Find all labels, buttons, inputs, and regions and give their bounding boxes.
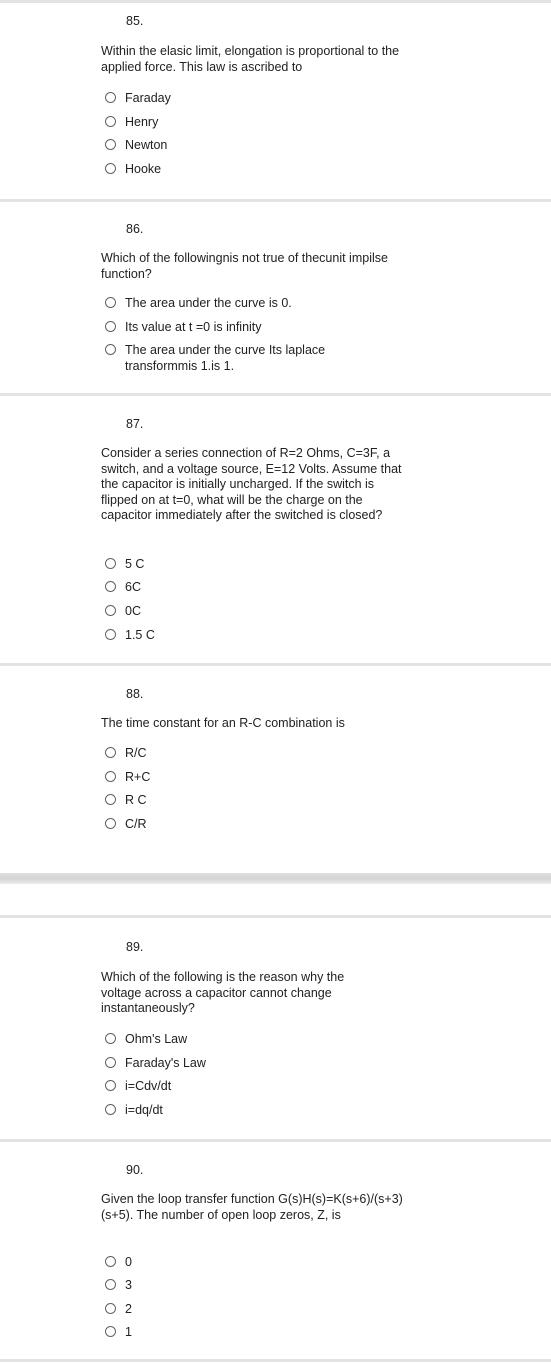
option-label: Henry [125,115,159,129]
radio-button[interactable] [105,558,116,569]
option-3[interactable] [105,1278,525,1294]
radio-button[interactable] [105,116,116,127]
question-number: 86. [126,222,144,236]
question-number: 87. [126,417,144,431]
question-number: 89. [126,940,144,954]
option-label: 0 [125,1255,132,1269]
option-faradays-law[interactable] [105,1056,525,1072]
option-i-cdv-dt[interactable] [105,1079,525,1095]
option-1-5c[interactable] [105,628,525,644]
option-label: 0C [125,604,141,618]
radio-button[interactable] [105,1256,116,1267]
option-henry[interactable] [105,115,525,131]
option-ohms-law[interactable] [105,1032,525,1048]
option-newton[interactable] [105,138,525,154]
option-label: Newton [125,138,168,152]
option-c-over-r[interactable] [105,817,525,833]
option-label: The area under the curve is 0. [125,296,292,310]
question-text: Which of the followingnis not true of thecunit impilse function? [101,251,388,281]
radio-button[interactable] [105,1279,116,1290]
option-1[interactable] [105,1325,525,1341]
card-divider [0,663,551,666]
card-divider [0,199,551,202]
option-label: R C [125,793,147,807]
radio-button[interactable] [105,581,116,592]
option-label: i=Cdv/dt [125,1079,172,1093]
radio-button[interactable] [105,92,116,103]
radio-button[interactable] [105,297,116,308]
option-hooke[interactable] [105,162,525,178]
radio-button[interactable] [105,139,116,150]
option-label: Faraday [125,91,171,105]
option-label: Hooke [125,162,162,176]
option-0[interactable] [105,1255,525,1271]
radio-button[interactable] [105,794,116,805]
option-value-infinity[interactable] [105,320,525,336]
radio-button[interactable] [105,1033,116,1044]
card-divider [0,915,551,918]
option-laplace[interactable] [105,343,525,375]
radio-button[interactable] [105,1057,116,1068]
radio-button[interactable] [105,747,116,758]
option-label: 6C [125,580,141,594]
option-r-plus-c[interactable] [105,770,525,786]
option-label: The area under the curve Its laplace transformmis 1.is 1. [125,343,326,373]
option-label: 1 [125,1325,132,1339]
option-label: 1.5 C [125,628,155,642]
option-i-dq-dt[interactable] [105,1103,525,1119]
option-label: Faraday's Law [125,1056,206,1070]
card-divider [0,0,551,3]
question-number: 90. [126,1163,144,1177]
radio-button[interactable] [105,321,116,332]
option-label: Ohm's Law [125,1032,188,1046]
option-0c[interactable] [105,604,525,620]
radio-button[interactable] [105,1326,116,1337]
question-number: 85. [126,14,144,28]
radio-button[interactable] [105,1080,116,1091]
option-label: C/R [125,817,147,831]
option-label: Its value at t =0 is infinity [125,320,262,334]
option-6c[interactable] [105,580,525,596]
option-5c[interactable] [105,557,525,573]
option-label: i=dq/dt [125,1103,163,1117]
radio-button[interactable] [105,605,116,616]
card-divider [0,393,551,396]
radio-button[interactable] [105,771,116,782]
option-r-over-c[interactable] [105,746,525,762]
option-area-zero[interactable] [105,296,525,312]
radio-button[interactable] [105,1104,116,1115]
question-text: Consider a series connection of R=2 Ohms, C=3F, a switch, and a voltage source, E=12 Volts. Assume that the capacitor is initially uncharged. If the switch is flipped on at t=0, what will be the charge on the capacitor immediately after the switched is closed? [101,446,402,522]
question-number: 88. [126,687,144,701]
radio-button[interactable] [105,1303,116,1314]
card-divider [0,1139,551,1142]
option-label: 2 [125,1302,132,1316]
option-label: 5 C [125,557,145,571]
option-r-c[interactable] [105,793,525,809]
radio-button[interactable] [105,163,116,174]
radio-button[interactable] [105,344,116,355]
radio-button[interactable] [105,629,116,640]
radio-button[interactable] [105,818,116,829]
question-text: Given the loop transfer function G(s)H(s)=K(s+6)/(s+3)(s+5). The number of open loop zeros, Z, is [101,1192,403,1222]
question-text: The time constant for an R-C combination is [101,716,345,730]
section-divider [0,873,551,884]
option-label: R+C [125,770,151,784]
option-label: 3 [125,1278,132,1292]
option-2[interactable] [105,1302,525,1318]
question-text: Within the elasic limit, elongation is proportional to the applied force. This law is ascribed to [101,44,400,74]
option-label: R/C [125,746,147,760]
question-text: Which of the following is the reason why the voltage across a capacitor cannot change instantaneously? [101,970,345,1015]
card-divider [0,1359,551,1362]
option-faraday[interactable] [105,91,525,107]
